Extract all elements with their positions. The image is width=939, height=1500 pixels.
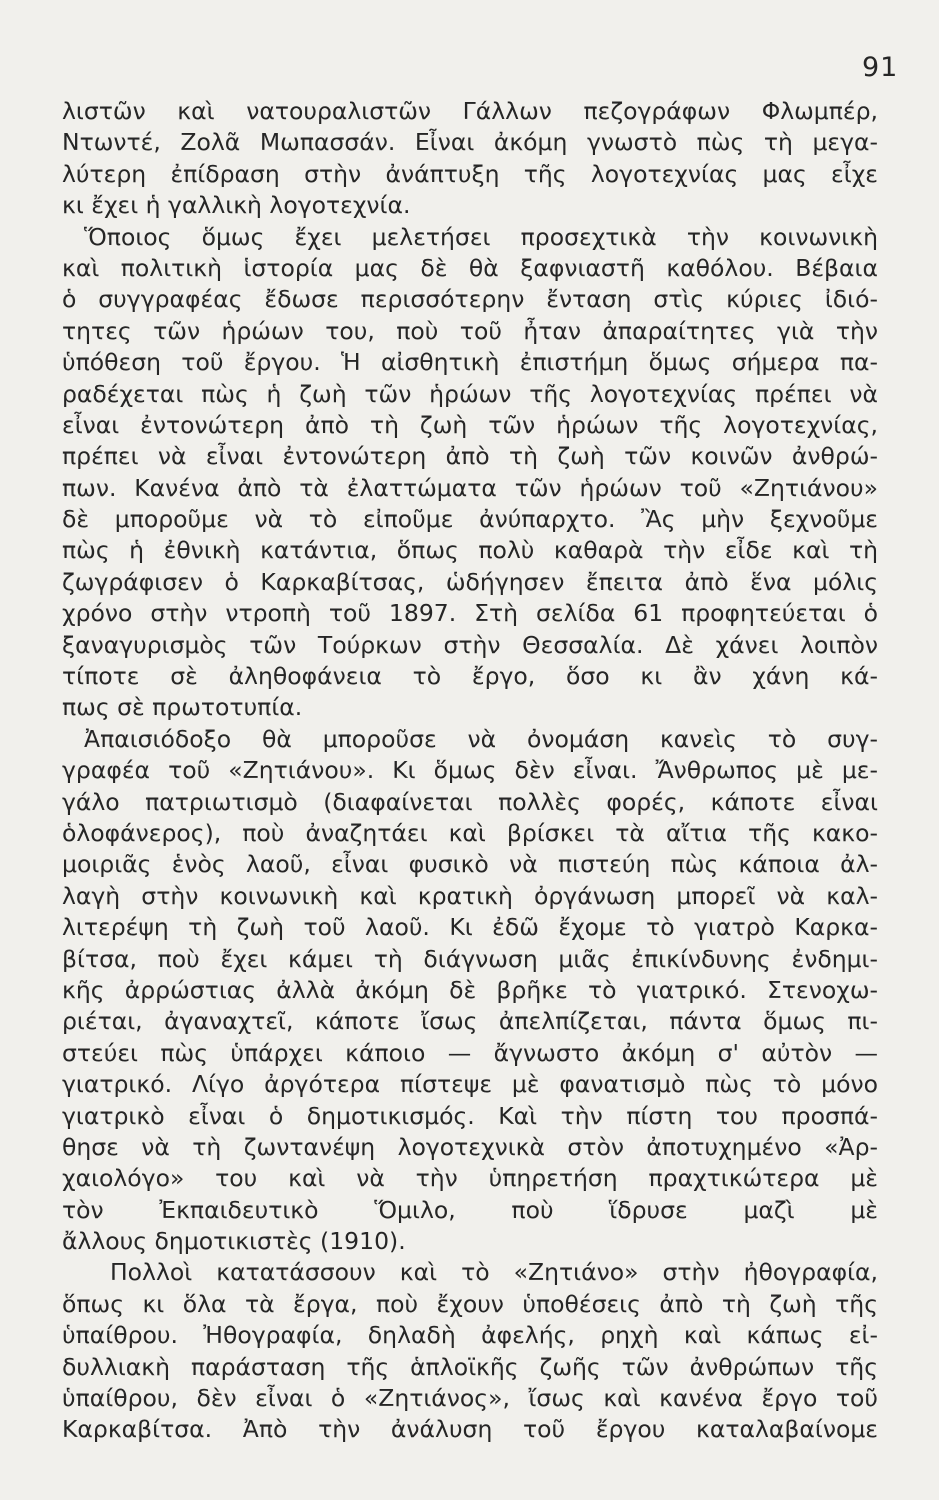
text-line: γραφέα τοῦ «Ζητιάνου». Κι ὅμως δὲν εἶναι. Ἄνθρωπος μὲ με- [62, 756, 878, 785]
text-line: εἶναι ἐντονώτερη ἀπὸ τὴ ζωὴ τῶν ἡρώων τῆς λογοτεχνίας, [62, 410, 878, 439]
text-line: χαιολόγο» του καὶ νὰ τὴν ὑπηρετήση πραχτικώτερα μὲ [62, 1164, 878, 1193]
text-body [62, 96, 878, 1446]
text-line: ὑπαίθρου. Ἠθογραφία, δηλαδὴ ἀφελής, ρηχὴ καὶ κάπως εἰ- [62, 1321, 878, 1350]
text-line: λαγὴ στὴν κοινωνικὴ καὶ κρατικὴ ὀργάνωση μπορεῖ νὰ καλ- [62, 881, 878, 910]
page-number: 91 [862, 52, 899, 83]
text-line: μοιριᾶς ἑνὸς λαοῦ, εἶναι φυσικὸ νὰ πιστεύη πὼς κάποια ἀλ- [62, 850, 878, 879]
text-line: δὲ μποροῦμε νὰ τὸ εἰποῦμε ἀνύπαρχτο. Ἂς μὴν ξεχνοῦμε [62, 505, 878, 534]
text-line: γιατρικὸ εἶναι ὁ δημοτικισμός. Καὶ τὴν πίστη του προσπά- [62, 1101, 878, 1130]
text-line: πὼς ἡ ἐθνικὴ κατάντια, ὅπως πολὺ καθαρὰ τὴν εἶδε καὶ τὴ [62, 536, 878, 565]
text-line: λιτερέψη τὴ ζωὴ τοῦ λαοῦ. Κι ἐδῶ ἔχομε τὸ γιατρὸ Καρκα- [62, 913, 878, 942]
text-line: ὑπόθεση τοῦ ἔργου. Ἡ αἰσθητικὴ ἐπιστήμη ὅμως σήμερα πα- [62, 348, 878, 377]
text-line: γιατρικό. Λίγο ἀργότερα πίστεψε μὲ φανατισμὸ πὼς τὸ μόνο [62, 1070, 878, 1099]
text-line: κῆς ἀρρώστιας ἀλλὰ ἀκόμη δὲ βρῆκε τὸ γιατρικό. Στενοχω- [62, 975, 878, 1004]
text-line: πως σὲ πρωτοτυπία. [62, 693, 303, 722]
text-line: γάλο πατριωτισμὸ (διαφαίνεται πολλὲς φορές, κάποτε εἶναι [62, 787, 878, 816]
text-line: Ὅποιος ὅμως ἔχει μελετήσει προσεχτικὰ τὴν κοινωνικὴ [84, 222, 878, 251]
text-line: ξαναγυρισμὸς τῶν Τούρκων στὴν Θεσσαλία. Δὲ χάνει λοιπὸν [62, 630, 878, 659]
text-line: ὅπως κι ὅλα τὰ ἔργα, ποὺ ἔχουν ὑποθέσεις ἀπὸ τὴ ζωὴ τῆς [62, 1289, 878, 1318]
text-line: χρόνο στὴν ντροπὴ τοῦ 1897. Στὴ σελίδα 61 προφητεύεται ὁ [62, 599, 878, 628]
text-line: βίτσα, ποὺ ἔχει κάμει τὴ διάγνωση μιᾶς ἐπικίνδυνης ἐνδημι- [62, 944, 878, 973]
text-line: δυλλιακὴ παράσταση τῆς ἁπλοϊκῆς ζωῆς τῶν ἀνθρώπων τῆς [62, 1352, 878, 1381]
text-line: στεύει πὼς ὑπάρχει κάποιο — ἄγνωστο ἀκόμη σ' αὐτὸν — [62, 1038, 878, 1067]
text-line: Καρκαβίτσα. Ἀπὸ τὴν ἀνάλυση τοῦ ἔργου καταλαβαίνομε [62, 1415, 878, 1444]
text-line: πρέπει νὰ εἶναι ἐντονώτερη ἀπὸ τὴ ζωὴ τῶν κοινῶν ἀνθρώ- [62, 442, 878, 471]
text-line: ριέται, ἀγαναχτεῖ, κάποτε ἴσως ἀπελπίζεται, πάντα ὅμως πι- [62, 1007, 878, 1036]
text-line: τίποτε σὲ ἀληθοφάνεια τὸ ἔργο, ὅσο κι ἂν χάνη κά- [62, 662, 878, 691]
text-line: λιστῶν καὶ νατουραλιστῶν Γάλλων πεζογράφων Φλωμπέρ, [62, 97, 878, 125]
text-line: καὶ πολιτικὴ ἱστορία μας δὲ θὰ ξαφνιαστῆ καθόλου. Βέβαια [62, 253, 878, 282]
text-line: θησε νὰ τὴ ζωντανέψη λογοτεχνικὰ στὸν ἀποτυχημένο «Ἀρ- [62, 1132, 878, 1161]
text-line: ὑπαίθρου, δὲν εἶναι ὁ «Ζητιάνος», ἴσως καὶ κανένα ἔργο τοῦ [62, 1384, 878, 1413]
text-line: ἄλλους δημοτικιστὲς (1910). [62, 1227, 406, 1256]
text-line: τητες τῶν ἡρώων του, ποὺ τοῦ ἦταν ἀπαραίτητες γιὰ τὴν [62, 316, 878, 345]
text-line: κι ἔχει ἡ γαλλικὴ λογοτεχνία. [62, 191, 411, 220]
text-line: Ἀπαισιόδοξο θὰ μποροῦσε νὰ ὀνομάση κανεὶς τὸ συγ- [84, 724, 878, 753]
text-line: ζωγράφισεν ὁ Καρκαβίτσας, ὡδήγησεν ἔπειτα ἀπὸ ἕνα μόλις [62, 567, 878, 596]
text-line: ὁλοφάνερος), ποὺ ἀναζητάει καὶ βρίσκει τὰ αἴτια τῆς κακο- [62, 818, 878, 847]
text-line: πων. Κανένα ἀπὸ τὰ ἐλαττώματα τῶν ἡρώων τοῦ «Ζητιάνου» [62, 473, 878, 502]
text-line: τὸν Ἐκπαιδευτικὸ Ὅμιλο, ποὺ ἵδρυσε μαζὶ μὲ [62, 1195, 878, 1224]
text-line: Ντωντέ, Ζολᾶ Μωπασσάν. Εἶναι ἀκόμη γνωστὸ πὼς τὴ μεγα- [62, 128, 878, 157]
text-line: ραδέχεται πὼς ἡ ζωὴ τῶν ἡρώων τῆς λογοτεχνίας πρέπει νὰ [62, 379, 878, 408]
text-line: ὁ συγγραφέας ἔδωσε περισσότερην ἔνταση στὶς κύριες ἰδιό- [62, 285, 878, 314]
text-line: Πολλοὶ κατατάσσουν καὶ τὸ «Ζητιάνο» στὴν ἠθογραφία, [110, 1258, 878, 1287]
text-line: λύτερη ἐπίδραση στὴν ἀνάπτυξη τῆς λογοτεχνίας μας εἶχε [62, 159, 878, 188]
